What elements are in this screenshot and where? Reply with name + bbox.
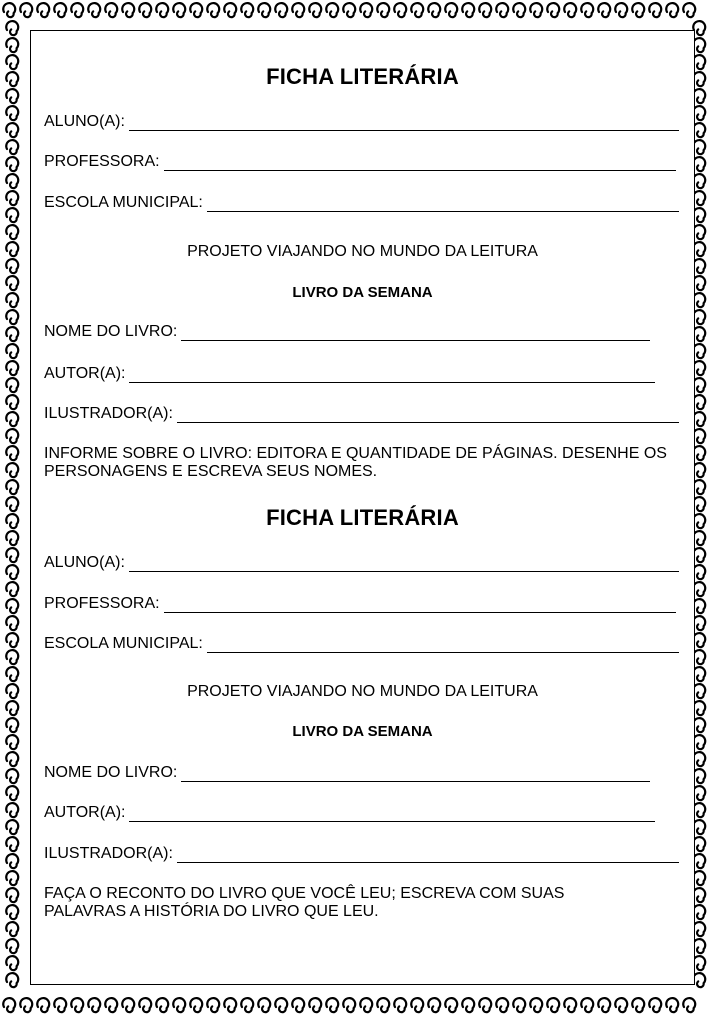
swirl-icon — [326, 998, 338, 1012]
swirl-icon — [693, 225, 705, 239]
swirl-icon — [693, 735, 705, 749]
swirl-icon — [693, 327, 705, 341]
section-1-escola-field — [44, 194, 679, 212]
swirl-icon — [693, 633, 705, 647]
swirl-icon — [360, 998, 372, 1012]
swirl-icon — [693, 276, 705, 290]
swirl-icon — [693, 820, 705, 834]
swirl-icon — [6, 820, 18, 834]
swirl-icon — [693, 242, 705, 256]
section-1-autor-blank[interactable] — [129, 368, 655, 383]
swirl-icon — [564, 3, 576, 17]
section-2-professora-label: PROFESSORA: — [44, 595, 160, 612]
swirl-icon — [479, 3, 491, 17]
swirl-icon — [6, 208, 18, 222]
swirl-icon — [173, 998, 185, 1012]
swirl-icon — [6, 599, 18, 613]
swirl-icon — [666, 998, 678, 1012]
section-2-autor-field — [44, 804, 655, 822]
swirl-icon — [6, 888, 18, 902]
swirl-icon — [394, 3, 406, 17]
swirl-icon — [394, 998, 406, 1012]
swirl-icon — [693, 293, 705, 307]
swirl-icon — [6, 837, 18, 851]
swirl-icon — [6, 55, 18, 69]
swirl-icon — [156, 998, 168, 1012]
section-1-professora-field — [44, 153, 676, 171]
swirl-icon — [156, 3, 168, 17]
swirl-icon — [309, 998, 321, 1012]
section-2-aluno-blank[interactable] — [129, 557, 679, 572]
section-2-autor-label: AUTOR(A): — [44, 804, 126, 821]
swirl-icon — [6, 769, 18, 783]
swirl-icon — [693, 514, 705, 528]
swirl-icon — [666, 3, 678, 17]
swirl-icon — [445, 998, 457, 1012]
swirl-icon — [428, 998, 440, 1012]
swirl-icon — [3, 3, 15, 17]
swirl-icon — [693, 480, 705, 494]
swirl-icon — [241, 3, 253, 17]
swirl-icon — [598, 998, 610, 1012]
swirl-icon — [190, 3, 202, 17]
section-1-ilustrador-label: ILUSTRADOR(A): — [44, 405, 173, 422]
swirl-icon — [693, 718, 705, 732]
swirl-icon — [6, 531, 18, 545]
swirl-icon — [693, 565, 705, 579]
swirl-icon — [6, 412, 18, 426]
swirl-icon — [6, 140, 18, 154]
swirl-icon — [6, 973, 18, 987]
swirl-icon — [6, 123, 18, 137]
swirl-icon — [6, 480, 18, 494]
swirl-icon — [693, 905, 705, 919]
swirl-icon — [693, 871, 705, 885]
swirl-icon — [693, 21, 705, 35]
section-1-nome-livro-blank[interactable] — [181, 326, 650, 341]
swirl-icon — [224, 3, 236, 17]
section-2-nome-livro-label: NOME DO LIVRO: — [44, 764, 178, 781]
swirl-icon — [693, 786, 705, 800]
section-1-title: FICHA LITERÁRIA — [266, 64, 459, 89]
swirl-icon — [462, 3, 474, 17]
section-2-ilustrador-blank[interactable] — [177, 848, 679, 863]
swirl-icon — [693, 89, 705, 103]
swirl-icon — [360, 3, 372, 17]
section-2-projeto: PROJETO VIAJANDO NO MUNDO DA LEITURA — [187, 683, 538, 700]
swirl-icon — [190, 998, 202, 1012]
swirl-icon — [20, 998, 32, 1012]
swirl-icon — [693, 412, 705, 426]
swirl-icon — [6, 701, 18, 715]
swirl-icon — [173, 3, 185, 17]
swirl-icon — [6, 871, 18, 885]
swirl-icon — [693, 497, 705, 511]
swirl-icon — [377, 998, 389, 1012]
swirl-icon — [6, 667, 18, 681]
swirl-icon — [693, 55, 705, 69]
section-2-instrucao: FAÇA O RECONTO DO LIVRO QUE VOCÊ LEU; ESCREVA COM SUAS PALAVRAS A HISTÓRIA DO LIVRO QUE LEU. — [44, 885, 565, 920]
swirl-icon — [6, 378, 18, 392]
swirl-icon — [6, 225, 18, 239]
swirl-icon — [139, 3, 151, 17]
swirl-icon — [598, 3, 610, 17]
swirl-icon — [275, 998, 287, 1012]
swirl-icon — [693, 956, 705, 970]
swirl-icon — [693, 378, 705, 392]
swirl-icon — [54, 998, 66, 1012]
swirl-icon — [326, 3, 338, 17]
section-2-nome-livro-field — [44, 764, 650, 782]
swirl-icon — [105, 3, 117, 17]
swirl-icon — [207, 998, 219, 1012]
section-1-instrucao: INFORME SOBRE O LIVRO: EDITORA E QUANTIDADE DE PÁGINAS. DESENHE OS PERSONAGENS E ESCREVA SEUS NOMES. — [44, 445, 667, 480]
swirl-icon — [581, 3, 593, 17]
swirl-icon — [309, 3, 321, 17]
swirl-icon — [6, 361, 18, 375]
swirl-icon — [6, 582, 18, 596]
swirl-icon — [496, 3, 508, 17]
swirl-icon — [6, 106, 18, 120]
section-2-aluno-field — [44, 554, 679, 572]
section-2-livro-semana: LIVRO DA SEMANA — [292, 723, 433, 740]
swirl-icon — [6, 327, 18, 341]
swirl-icon — [649, 3, 661, 17]
swirl-icon — [496, 998, 508, 1012]
swirl-icon — [649, 998, 661, 1012]
swirl-icon — [292, 3, 304, 17]
swirl-icon — [343, 998, 355, 1012]
section-2-escola-field — [44, 635, 679, 653]
swirl-icon — [693, 259, 705, 273]
swirl-icon — [693, 922, 705, 936]
swirl-icon — [6, 174, 18, 188]
swirl-icon — [683, 3, 695, 17]
swirl-icon — [693, 803, 705, 817]
swirl-icon — [6, 718, 18, 732]
swirl-icon — [693, 38, 705, 52]
swirl-icon — [428, 3, 440, 17]
section-2-nome-livro-blank[interactable] — [181, 767, 650, 782]
section-1-professora-blank[interactable] — [164, 156, 676, 171]
swirl-icon — [139, 998, 151, 1012]
swirl-icon — [37, 3, 49, 17]
swirl-icon — [6, 922, 18, 936]
swirl-icon — [6, 803, 18, 817]
section-1-professora-label: PROFESSORA: — [44, 153, 160, 170]
section-1-escola-label: ESCOLA MUNICIPAL: — [44, 194, 203, 211]
swirl-icon — [6, 344, 18, 358]
swirl-icon — [71, 998, 83, 1012]
swirl-icon — [693, 701, 705, 715]
section-2-ilustrador-label: ILUSTRADOR(A): — [44, 845, 173, 862]
swirl-icon — [693, 582, 705, 596]
swirl-icon — [6, 463, 18, 477]
section-2-escola-blank[interactable] — [207, 638, 679, 653]
swirl-icon — [6, 905, 18, 919]
swirl-icon — [632, 3, 644, 17]
swirl-icon — [6, 395, 18, 409]
swirl-icon — [693, 616, 705, 630]
section-1-nome-livro-label: NOME DO LIVRO: — [44, 323, 178, 340]
swirl-icon — [693, 157, 705, 171]
swirl-icon — [6, 157, 18, 171]
swirl-icon — [6, 854, 18, 868]
section-1-escola-blank[interactable] — [207, 197, 679, 212]
swirl-icon — [6, 276, 18, 290]
swirl-icon — [292, 998, 304, 1012]
section-2-professora-blank[interactable] — [164, 598, 676, 613]
swirl-icon — [693, 72, 705, 86]
swirl-icon — [693, 531, 705, 545]
swirl-icon — [6, 497, 18, 511]
swirl-icon — [207, 3, 219, 17]
swirl-icon — [615, 3, 627, 17]
swirl-icon — [6, 446, 18, 460]
section-2-title: FICHA LITERÁRIA — [266, 505, 459, 530]
swirl-icon — [6, 72, 18, 86]
swirl-icon — [6, 752, 18, 766]
swirl-icon — [6, 650, 18, 664]
worksheet-page — [30, 30, 695, 985]
swirl-icon — [88, 3, 100, 17]
swirl-icon — [6, 633, 18, 647]
swirl-icon — [693, 208, 705, 222]
section-1-autor-label: AUTOR(A): — [44, 365, 126, 382]
swirl-icon — [693, 650, 705, 664]
swirl-icon — [6, 616, 18, 630]
section-1-aluno-blank[interactable] — [129, 116, 679, 131]
swirl-icon — [445, 3, 457, 17]
swirl-icon — [693, 752, 705, 766]
section-2-professora-field — [44, 595, 676, 613]
swirl-icon — [530, 3, 542, 17]
swirl-icon — [693, 429, 705, 443]
section-1-livro-semana: LIVRO DA SEMANA — [292, 284, 433, 301]
swirl-icon — [547, 998, 559, 1012]
swirl-icon — [462, 998, 474, 1012]
swirl-icon — [6, 429, 18, 443]
section-1-ilustrador-field — [44, 405, 679, 423]
swirl-icon — [411, 3, 423, 17]
swirl-icon — [377, 3, 389, 17]
swirl-icon — [20, 3, 32, 17]
swirl-icon — [71, 3, 83, 17]
swirl-icon — [6, 786, 18, 800]
swirl-icon — [6, 89, 18, 103]
swirl-icon — [6, 548, 18, 562]
swirl-icon — [6, 684, 18, 698]
swirl-icon — [530, 998, 542, 1012]
swirl-icon — [693, 310, 705, 324]
section-1-ilustrador-blank[interactable] — [177, 408, 679, 423]
swirl-icon — [6, 939, 18, 953]
swirl-icon — [693, 684, 705, 698]
section-2-escola-label: ESCOLA MUNICIPAL: — [44, 635, 203, 652]
swirl-icon — [615, 998, 627, 1012]
swirl-icon — [693, 973, 705, 987]
swirl-icon — [693, 548, 705, 562]
swirl-icon — [37, 998, 49, 1012]
swirl-icon — [224, 998, 236, 1012]
swirl-icon — [6, 38, 18, 52]
swirl-icon — [693, 854, 705, 868]
swirl-icon — [343, 3, 355, 17]
swirl-icon — [6, 293, 18, 307]
swirl-icon — [693, 123, 705, 137]
swirl-icon — [693, 463, 705, 477]
swirl-icon — [581, 998, 593, 1012]
swirl-icon — [683, 998, 695, 1012]
swirl-icon — [6, 191, 18, 205]
swirl-icon — [513, 998, 525, 1012]
swirl-icon — [275, 3, 287, 17]
swirl-icon — [513, 3, 525, 17]
section-1-aluno-label: ALUNO(A): — [44, 113, 125, 130]
swirl-icon — [693, 837, 705, 851]
swirl-icon — [479, 998, 491, 1012]
swirl-icon — [693, 106, 705, 120]
swirl-icon — [258, 998, 270, 1012]
section-1-aluno-field — [44, 113, 679, 131]
swirl-icon — [6, 259, 18, 273]
section-1-autor-field — [44, 365, 655, 383]
section-1-projeto: PROJETO VIAJANDO NO MUNDO DA LEITURA — [187, 243, 538, 260]
swirl-icon — [547, 3, 559, 17]
swirl-icon — [693, 344, 705, 358]
swirl-icon — [693, 599, 705, 613]
section-2-autor-blank[interactable] — [129, 807, 655, 822]
swirl-icon — [693, 361, 705, 375]
swirl-icon — [6, 514, 18, 528]
swirl-icon — [122, 998, 134, 1012]
swirl-icon — [6, 242, 18, 256]
swirl-icon — [241, 998, 253, 1012]
swirl-icon — [693, 939, 705, 953]
swirl-icon — [693, 140, 705, 154]
swirl-icon — [693, 769, 705, 783]
swirl-icon — [6, 565, 18, 579]
swirl-icon — [6, 21, 18, 35]
swirl-icon — [693, 191, 705, 205]
swirl-icon — [693, 667, 705, 681]
swirl-icon — [3, 998, 15, 1012]
swirl-icon — [6, 735, 18, 749]
swirl-icon — [6, 310, 18, 324]
swirl-icon — [6, 956, 18, 970]
section-1-nome-livro-field — [44, 323, 650, 341]
section-2-aluno-label: ALUNO(A): — [44, 554, 125, 571]
swirl-icon — [411, 998, 423, 1012]
swirl-icon — [105, 998, 117, 1012]
swirl-icon — [693, 174, 705, 188]
swirl-icon — [54, 3, 66, 17]
swirl-icon — [632, 998, 644, 1012]
section-2-ilustrador-field — [44, 845, 679, 863]
swirl-icon — [88, 998, 100, 1012]
swirl-icon — [693, 446, 705, 460]
swirl-icon — [693, 395, 705, 409]
swirl-icon — [258, 3, 270, 17]
swirl-icon — [693, 888, 705, 902]
swirl-icon — [122, 3, 134, 17]
swirl-icon — [564, 998, 576, 1012]
